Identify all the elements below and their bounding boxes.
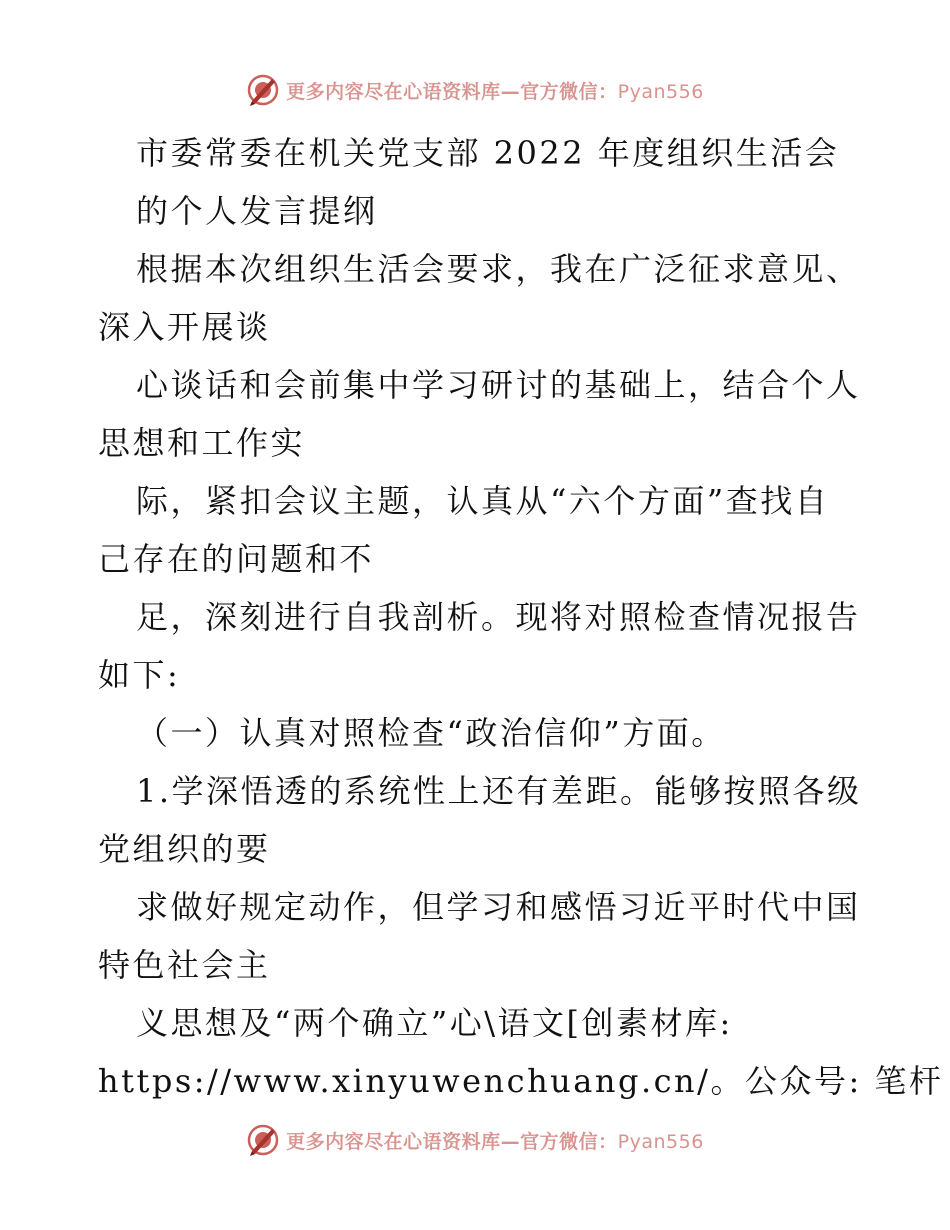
watermark-handle: Pyan556 [617,80,704,103]
document-line: 己存在的问题和不 [98,540,375,578]
document-line: （一）认真对照检查“政治信仰”方面。 [136,714,726,752]
document-line: 市委常委在机关党支部 2022 年度组织生活会 [136,134,840,172]
watermark-slogan: 更多内容尽在心语资料库—官方微信： [286,80,618,103]
watermark-banner-bottom [0,1120,950,1160]
document-line: 的个人发言提纲 [136,192,378,230]
document-line: 深入开展谈 [98,308,271,346]
document-line: 根据本次组织生活会要求，我在广泛征求意见、 [136,250,861,288]
document-line: 特色社会主 [98,946,271,984]
pen-seal-icon [246,73,280,107]
document-line: 如下: [98,656,181,694]
document-line: 思想和工作实 [98,424,306,462]
watermark-banner-top [0,70,950,110]
document-line: 党组织的要 [98,830,271,868]
document-line: 足，深刻进行自我剖析。现将对照检查情况报告 [136,598,861,636]
document-line: 1.学深悟透的系统性上还有差距。能够按照各级 [136,772,862,810]
watermark-text [286,77,704,104]
watermark-text [286,1127,704,1154]
watermark-handle: Pyan556 [617,1130,704,1153]
watermark-slogan: 更多内容尽在心语资料库—官方微信： [286,1130,618,1153]
document-line: 心谈话和会前集中学习研讨的基础上，结合个人 [136,366,861,404]
document-line: 求做好规定动作，但学习和感悟习近平时代中国 [136,888,861,926]
pen-seal-icon [246,1123,280,1157]
document-line: 义思想及“两个确立”心\语文[创素材库: [136,1004,733,1042]
document-line: 际，紧扣会议主题，认真从“六个方面”查找自 [136,482,830,520]
document-body [98,124,944,1110]
document-line: https://www.xinyuwenchuang.cn/。公众号: 笔杆 [98,1062,944,1100]
